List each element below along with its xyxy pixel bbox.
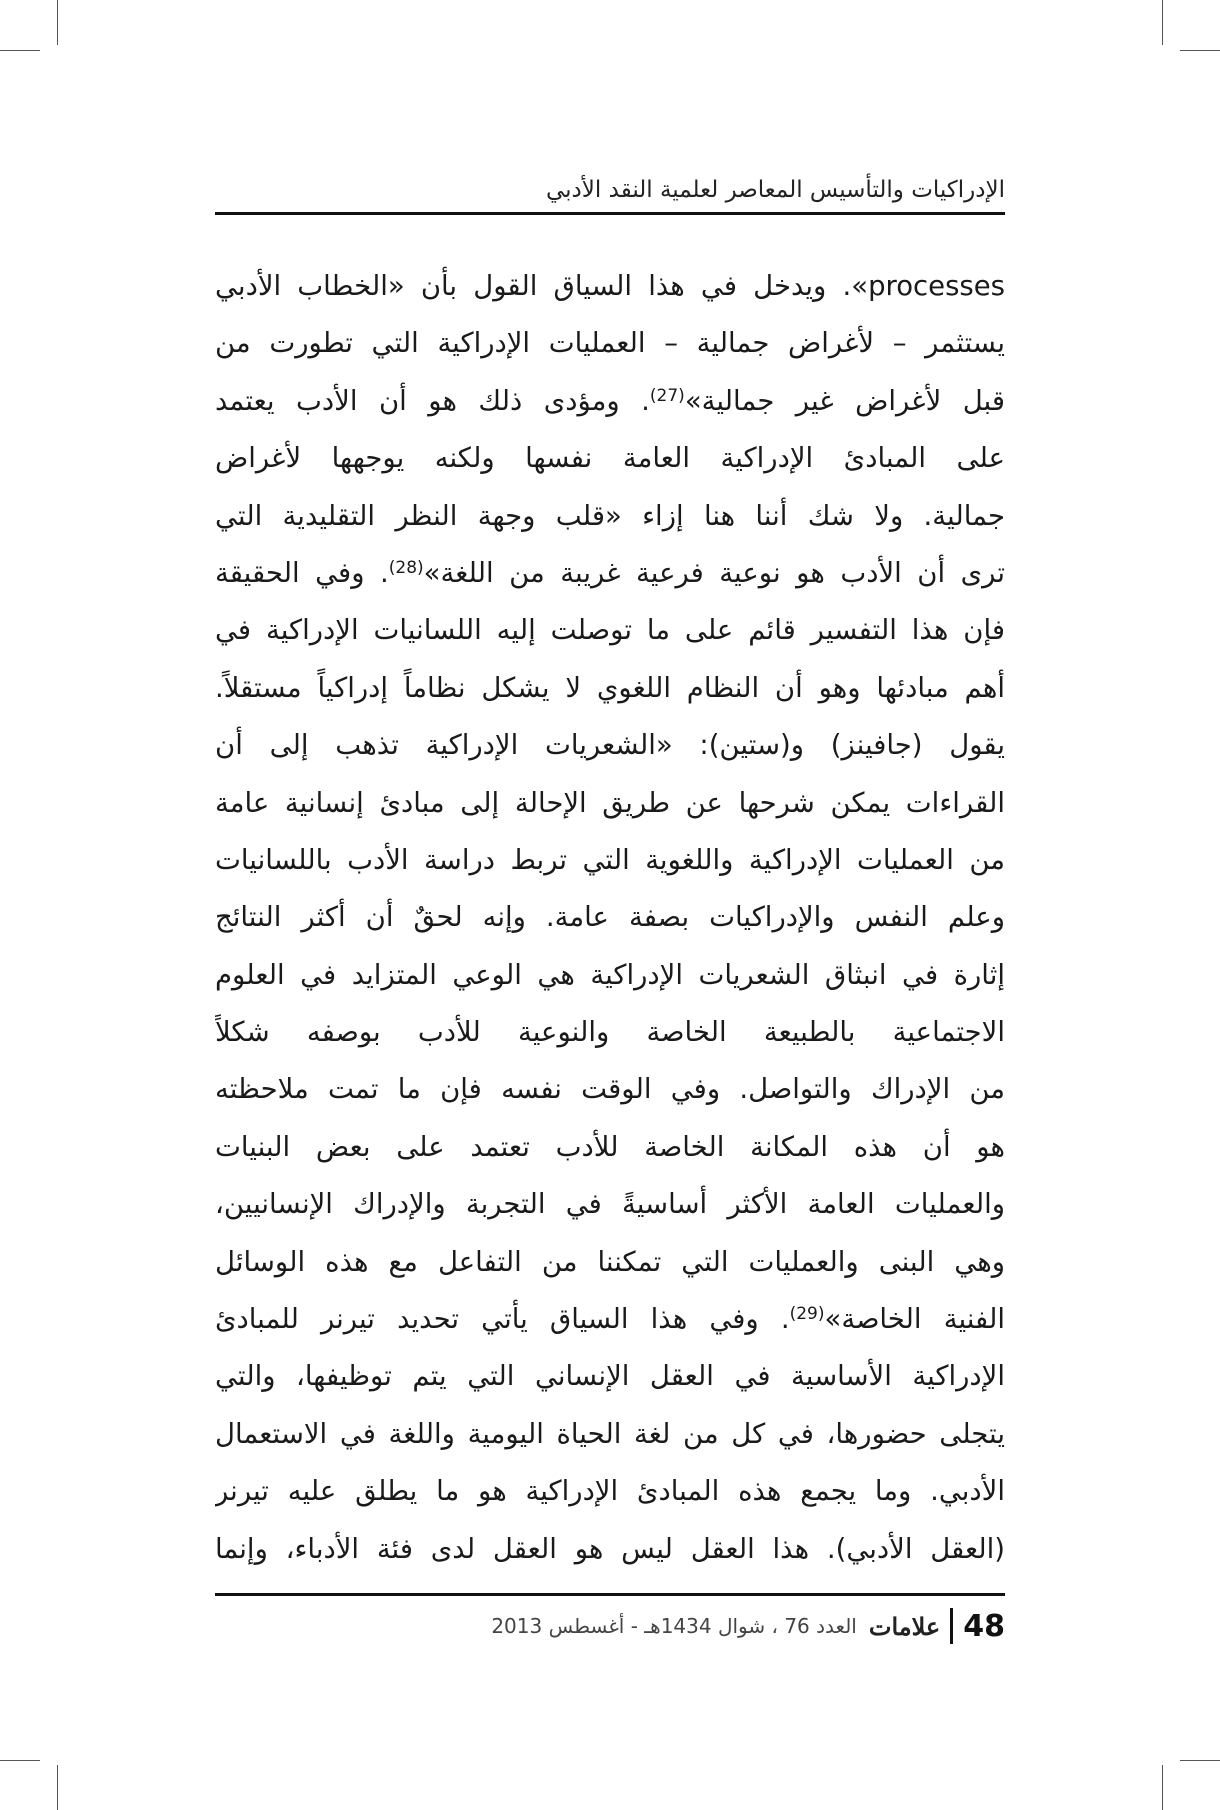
- journal-logo: علامات: [868, 1611, 941, 1641]
- text-line: والعمليات العامة الأكثر أساسيةً في التجربة والإدراك الإنسانيين،: [215, 1188, 1005, 1221]
- body-text: [215, 258, 1005, 1578]
- crop-mark-bottom-left-h: [0, 1760, 40, 1761]
- page-number: 48: [963, 1608, 1005, 1644]
- text-line: من العمليات الإدراكية واللغوية التي تربط دراسة الأدب باللسانيات: [215, 843, 1005, 876]
- text-line: ترى أن الأدب هو نوعية فرعية غريبة من اللغة»$^{(28)}$. وفي الحقيقة: [215, 556, 1005, 589]
- running-head: الإدراكيات والتأسيس المعاصر لعلمية النقد الأدبي: [545, 177, 1005, 203]
- crop-mark-bottom-right-v: [1162, 1765, 1163, 1810]
- footnote-ref-27: (27): [649, 385, 685, 406]
- text-line: الفنية الخاصة»$^{(29)}$. وفي هذا السياق يأتي تحديد تيرنر للمبادئ: [215, 1303, 1005, 1336]
- text-line: يستثمر – لأغراض جمالية – العمليات الإدراكية التي تطورت من: [215, 327, 1005, 360]
- footer-divider: [950, 1608, 953, 1644]
- text-line: يتجلى حضورها، في كل من لغة الحياة اليومية واللغة في الاستعمال: [215, 1417, 1005, 1450]
- text-line: من الإدراك والتواصل. وفي الوقت نفسه فإن ما تمت ملاحظته: [215, 1073, 1005, 1106]
- crop-mark-top-right-v: [1162, 0, 1163, 45]
- crop-mark-bottom-left-v: [57, 1765, 58, 1810]
- footnote-ref-29: (29): [789, 1304, 825, 1325]
- crop-mark-top-right-h: [1180, 50, 1220, 51]
- header-rule: [215, 212, 1005, 215]
- crop-mark-top-left-v: [57, 0, 58, 45]
- issue-info: العدد 76 ، شوال 1434هـ - أغسطس 2013: [491, 1614, 857, 1638]
- text-line: الاجتماعية بالطبيعة الخاصة والنوعية للأدب بوصفه شكلاً: [215, 1016, 1005, 1049]
- text-line: جمالية. ولا شك أننا هنا إزاء «قلب وجهة النظر التقليدية التي: [215, 499, 1005, 532]
- text-line: أهم مبادئها وهو أن النظام اللغوي لا يشكل نظاماً إدراكياً مستقلاً.: [215, 671, 1005, 704]
- text-line: القراءات يمكن شرحها عن طريق الإحالة إلى مبادئ إنسانية عامة: [215, 786, 1005, 819]
- text-line: على المبادئ الإدراكية العامة نفسها ولكنه يوجهها لأغراض: [215, 442, 1005, 475]
- text-line: (العقل الأدبي). هذا العقل ليس هو العقل لدى فئة الأدباء، وإنما: [215, 1532, 1005, 1565]
- footnote-ref-28: (28): [388, 557, 424, 578]
- crop-mark-bottom-right-h: [1180, 1760, 1220, 1761]
- text-line: هو أن هذه المكانة الخاصة للأدب تعتمد على بعض البنيات: [215, 1130, 1005, 1163]
- page-footer: [215, 1603, 1005, 1649]
- footer-rule: [215, 1593, 1005, 1596]
- text-line: الإدراكية الأساسية في العقل الإنساني التي يتم توظيفها، والتي: [215, 1360, 1005, 1393]
- text-line: processes». ويدخل في هذا السياق القول بأن «الخطاب الأدبي: [215, 270, 1005, 302]
- text-line: الأدبي. وما يجمع هذه المبادئ الإدراكية هو ما يطلق عليه تيرنر: [215, 1475, 1005, 1508]
- text-line: إثارة في انبثاق الشعريات الإدراكية هي الوعي المتزايد في العلوم: [215, 958, 1005, 991]
- text-line: فإن هذا التفسير قائم على ما توصلت إليه اللسانيات الإدراكية في: [215, 614, 1005, 647]
- text-line: وهي البنى والعمليات التي تمكننا من التفاعل مع هذه الوسائل: [215, 1245, 1005, 1278]
- text-line: وعلم النفس والإدراكيات بصفة عامة. وإنه لحقٌ أن أكثر النتائج: [215, 901, 1005, 934]
- crop-mark-top-left-h: [0, 50, 40, 51]
- text-line: قبل لأغراض غير جمالية»$^{(27)}$. ومؤدى ذلك هو أن الأدب يعتمد: [215, 384, 1005, 417]
- text-line: يقول (جافينز) و(ستين): «الشعريات الإدراكية تذهب إلى أن: [215, 729, 1005, 762]
